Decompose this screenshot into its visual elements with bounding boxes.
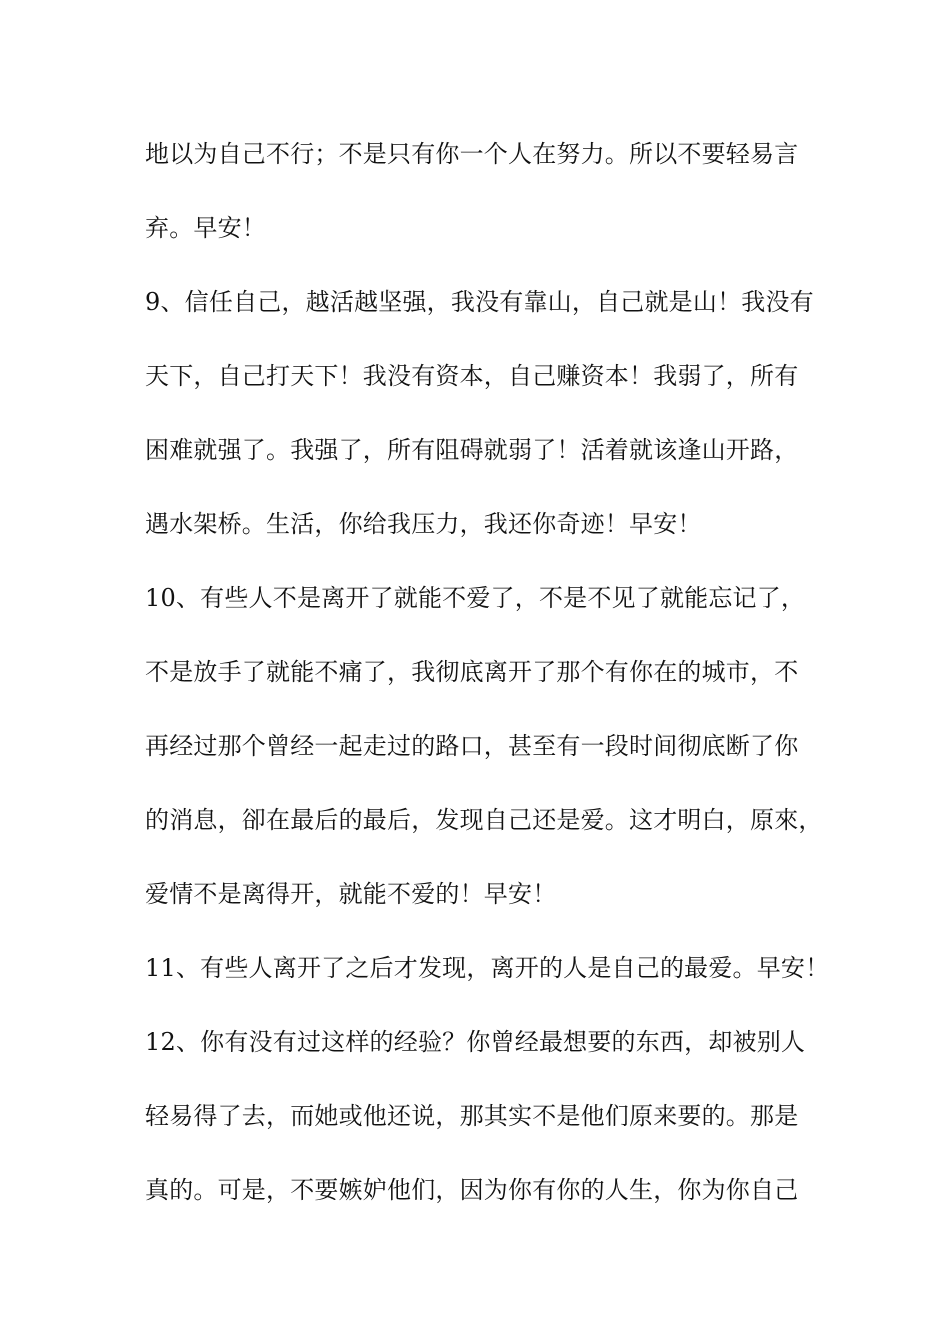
text-line: 爱情不是离得开，就能不爱的！早安！ [145,880,557,908]
text-line: 再经过那个曾经一起走过的路口，甚至有一段时间彻底断了你 [145,732,799,760]
text-line: 地以为自己不行；不是只有你一个人在努力。所以不要轻易言 [145,140,799,168]
text-line: 弃。早安！ [145,214,266,242]
text-line: 不是放手了就能不痛了，我彻底离开了那个有你在的城市，不 [145,658,799,686]
text-line: 天下，自己打天下！我没有资本，自己赚资本！我弱了，所有 [145,362,799,390]
text-line: 10、有些人不是离开了就能不爱了，不是不见了就能忘记了， [145,584,806,612]
text-line: 的消息，卻在最后的最后，发现自己还是爱。这才明白，原來， [145,806,823,834]
text-line: 轻易得了去，而她或他还说，那其实不是他们原来要的。那是 [145,1102,799,1130]
text-line: 9、信任自己，越活越坚强，我没有靠山，自己就是山！我没有 [145,288,814,316]
text-line: 困难就强了。我强了，所有阻碍就弱了！活着就该逢山开路， [145,436,799,464]
text-line: 11、有些人离开了之后才发现，离开的人是自己的最爱。早安！ [145,954,830,982]
text-line: 遇水架桥。生活，你给我压力，我还你奇迹！早安！ [145,510,702,538]
text-line: 12、你有没有过这样的经验？你曾经最想要的东西，却被别人 [145,1028,806,1056]
text-line: 真的。可是，不要嫉妒他们，因为你有你的人生，你为你自己 [145,1176,799,1204]
